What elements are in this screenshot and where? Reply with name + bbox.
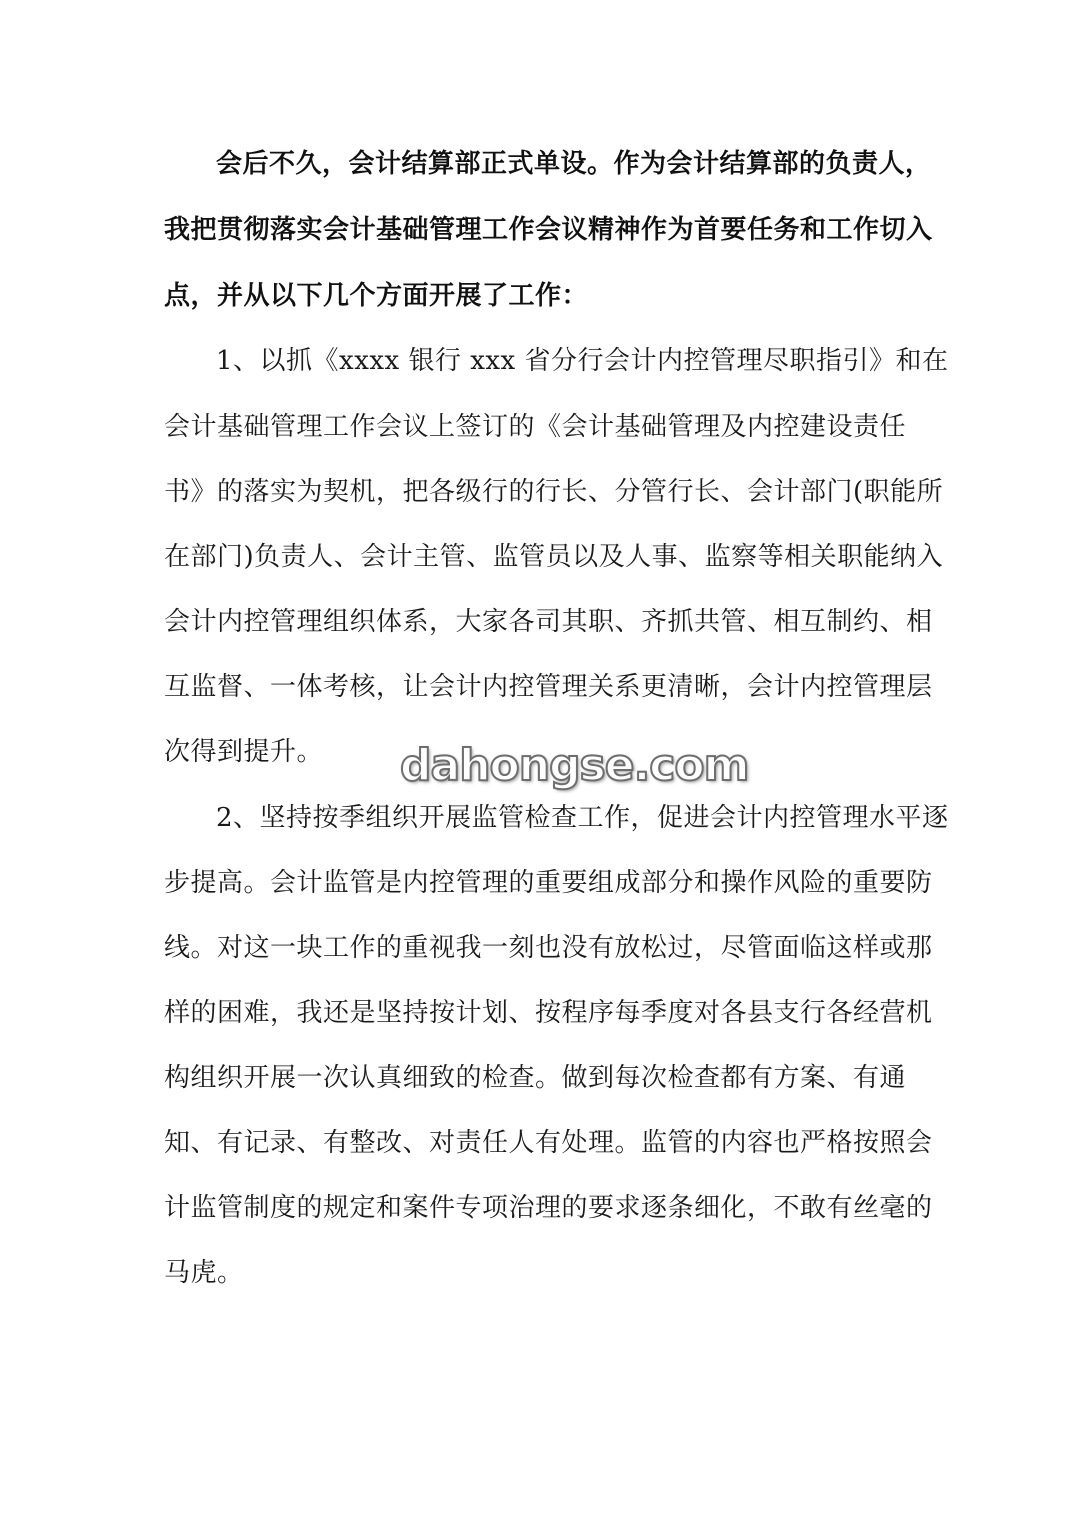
item1-line-4: 在部门)负责人、会计主管、监管员以及人事、监察等相关职能纳入 (164, 542, 944, 572)
item1-line-3: 书》的落实为契机，把各级行的行长、分管行长、会计部门(职能所 (164, 477, 944, 507)
intro-line-3: 点，并从以下几个方面开展了工作： (164, 281, 589, 311)
item2-line-2: 步提高。会计监管是内控管理的重要组成部分和操作风险的重要防 (164, 868, 933, 898)
intro-line-1: 会后不久，会计结算部正式单设。作为会计结算部的负责人， (216, 149, 932, 179)
item2-line-3: 线。对这一块工作的重视我一刻也没有放松过，尽管面临这样或那 (164, 933, 933, 963)
item2-line-1: 2、坚持按季组织开展监管检查工作，促进会计内控管理水平逐 (216, 803, 949, 833)
item1-line-1: 1、以抓《xxxx 银行 xxx 省分行会计内控管理尽职指引》和在 (216, 346, 949, 376)
item1-line-5: 会计内控管理组织体系，大家各司其职、齐抓共管、相互制约、相 (164, 607, 933, 637)
item1-line-6: 互监督、一体考核，让会计内控管理关系更清晰，会计内控管理层 (164, 672, 933, 702)
item2-line-7: 计监管制度的规定和案件专项治理的要求逐条细化，不敢有丝毫的 (164, 1193, 933, 1223)
item1-line-2: 会计基础管理工作会议上签订的《会计基础管理及内控建设责任 (164, 412, 907, 442)
item1-line-7: 次得到提升。 (164, 737, 324, 767)
item2-line-4: 样的困难，我还是坚持按计划、按程序每季度对各县支行各经营机 (164, 998, 933, 1028)
intro-line-2: 我把贯彻落实会计基础管理工作会议精神作为首要任务和工作切入 (164, 215, 933, 245)
watermark: dahongse.com (400, 740, 749, 791)
item2-line-6: 知、有记录、有整改、对责任人有处理。监管的内容也严格按照会 (164, 1128, 933, 1158)
item2-line-5: 构组织开展一次认真细致的检查。做到每次检查都有方案、有通 (164, 1063, 907, 1093)
item2-line-8: 马虎。 (164, 1258, 244, 1288)
